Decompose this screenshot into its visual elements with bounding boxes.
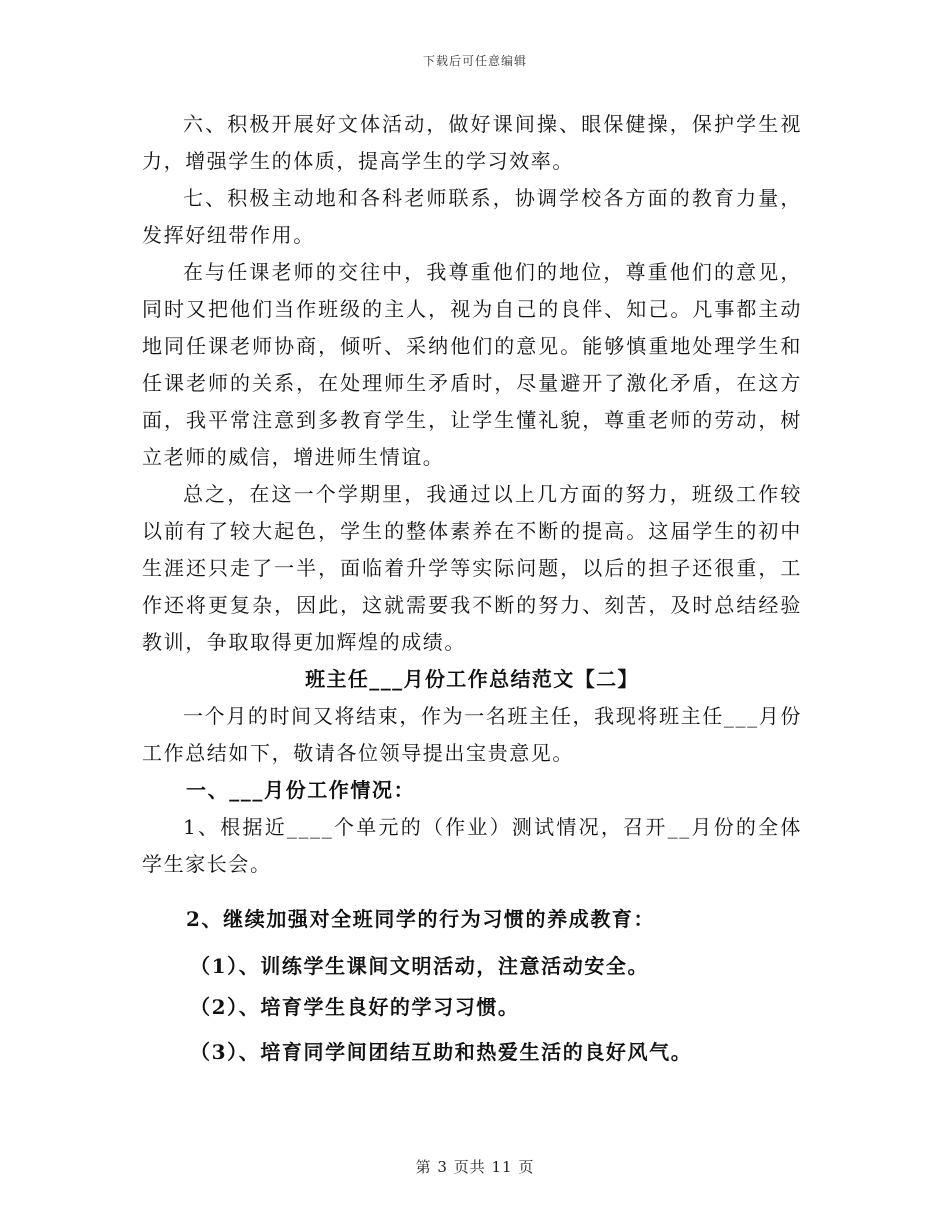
paragraph-summary: 总之，在这一个学期里，我通过以上几方面的努力，班级工作较以前有了较大起色，学生的整体素养在不断的提高。这届学生的初中生涯还只走了一半，面临着升学等实际问题，以后的担子还很重，工作还将更复杂，因此，这就需要我不断的努力、刻苦，及时总结经验教训，争取取得更加辉煌的成绩。: [142, 482, 802, 654]
sub-item-1: （1）、训练学生课间文明活动，注意活动安全。: [190, 954, 650, 978]
sub-item-2: （2）、培育学生良好的学习习惯。: [190, 995, 520, 1019]
paragraph-intro: 一个月的时间又将结束，作为一名班主任，我现将班主任___月份工作总结如下，敬请各位领导提出宝贵意见。: [142, 704, 802, 765]
heading-point-2: 2、继续加强对全班同学的行为习惯的养成教育：: [186, 907, 656, 931]
document-body: [142, 106, 802, 1071]
page-number: 第 3 页共 11 页: [415, 1158, 535, 1176]
paragraph-point-1: 1、根据近____个单元的（作业）测试情况，召开__月份的全体学生家长会。: [142, 815, 802, 876]
paragraph-teacher-relations: 在与任课老师的交往中，我尊重他们的地位，尊重他们的意见，同时又把他们当作班级的主人，视为自己的良伴、知己。凡事都主动地同任课老师协商，倾听、采纳他们的意见。能够慎重地处理学生和任课老师的关系，在处理师生矛盾时，尽量避开了激化矛盾，在这方面，我平常注意到多教育学生，让学生懂礼貌，尊重老师的劳动，树立老师的威信，增进师生情谊。: [142, 260, 802, 469]
page-header: 下载后可任意编辑: [422, 54, 527, 68]
paragraph-item-7: 七、积极主动地和各科老师联系，协调学校各方面的教育力量，发挥好纽带作用。: [142, 186, 802, 247]
paragraph-item-6: 六、积极开展好文体活动，做好课间操、眼保健操，保护学生视力，增强学生的体质，提高学生的学习效率。: [142, 112, 802, 173]
sub-item-3: （3）、培育同学间团结互助和热爱生活的良好风气。: [190, 1040, 693, 1064]
heading-work-situation: 一、___月份工作情况：: [186, 778, 416, 802]
section-title-2: 班主任___月份工作总结范文【二】: [305, 667, 639, 691]
